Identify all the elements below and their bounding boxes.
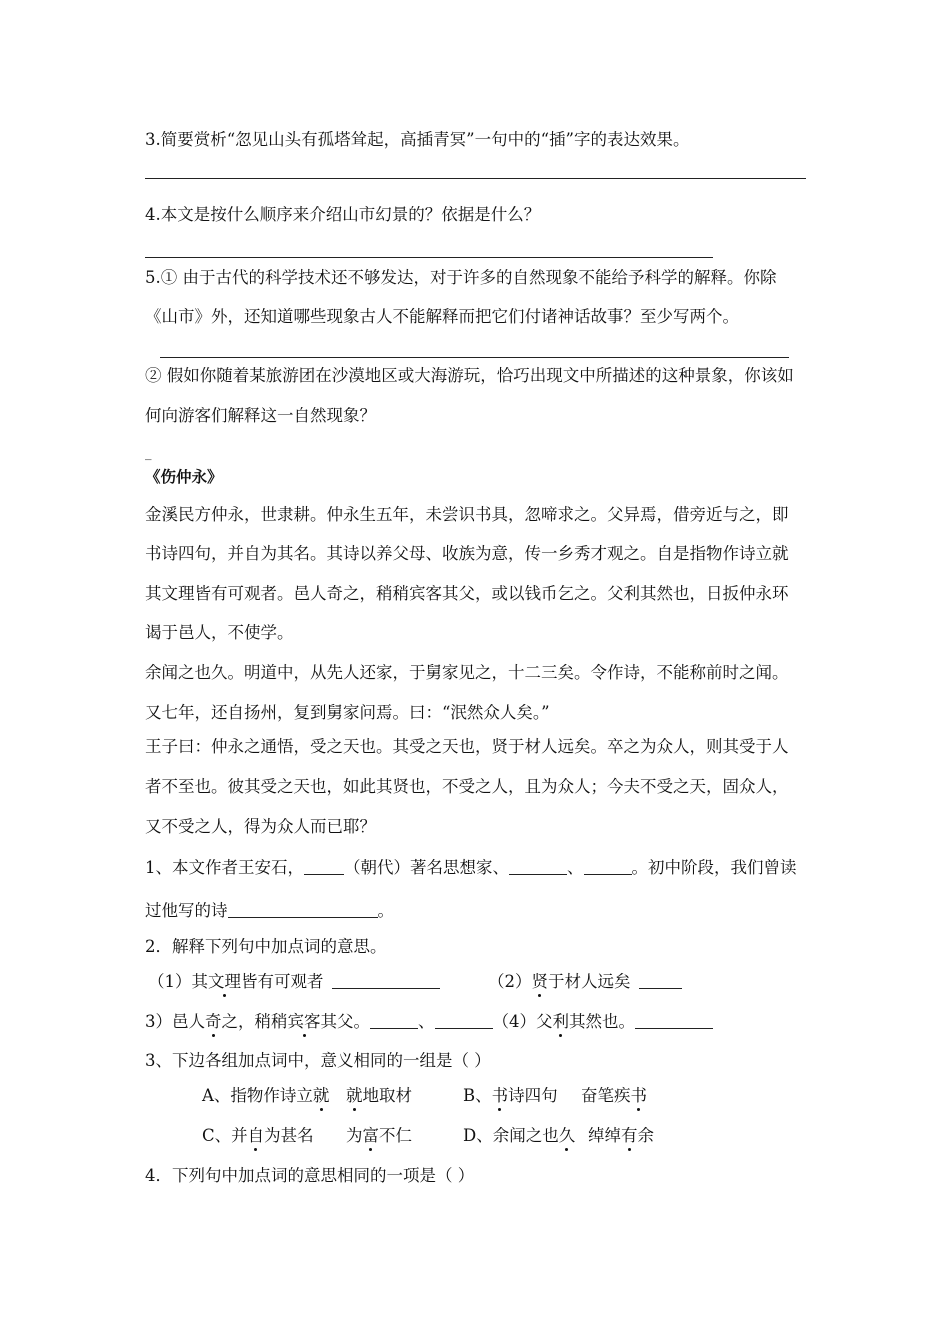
section-title: 《伤仲永》 bbox=[145, 468, 223, 486]
dotted-word: 奇 bbox=[205, 1012, 222, 1031]
answer-line-5-1 bbox=[160, 357, 789, 358]
option-a-1 bbox=[202, 1086, 329, 1106]
answer-blank[interactable] bbox=[370, 1012, 418, 1029]
option-text: D、余闻之也 bbox=[463, 1126, 559, 1145]
answer-line-3 bbox=[145, 178, 806, 179]
question-5-2-line-1: ② 假如你随着某旅游团在沙漠地区或大海游玩，恰巧出现文中所描述的这种景象，你该如 bbox=[145, 366, 794, 385]
dotted-word: 利 bbox=[552, 1012, 569, 1031]
passage-line: 余闻之也久。明道中，从先人还家，于舅家见之，十二三矣。令作诗，不能称前时之闻。 bbox=[145, 663, 789, 682]
item-text: 于材人远矣 bbox=[548, 972, 631, 991]
stray-underscore: _ bbox=[145, 446, 152, 461]
option-text: 诗四句 bbox=[508, 1086, 558, 1105]
option-text: 余 bbox=[637, 1126, 654, 1145]
dotted-word: 文理 bbox=[208, 972, 241, 991]
exercise-1-text: 。 bbox=[377, 901, 394, 920]
passage-line: 又不受之人，得为众人而已耶？ bbox=[145, 817, 376, 836]
dotted-word: 书 bbox=[630, 1086, 647, 1105]
dotted-word: 贤 bbox=[531, 972, 548, 991]
dotted-word: 自 bbox=[247, 1126, 265, 1145]
dotted-word: 就 bbox=[312, 1086, 330, 1105]
dotted-word: 久 bbox=[558, 1126, 576, 1145]
question-5-2-line-2: 何向游客们解释这一自然现象？ bbox=[145, 406, 376, 425]
exercise-1-text: （朝代）著名思想家、 bbox=[344, 858, 509, 877]
option-b-2 bbox=[581, 1086, 647, 1106]
item-text: （2） bbox=[488, 972, 532, 991]
option-b-1 bbox=[463, 1086, 558, 1106]
title-blank-1[interactable] bbox=[509, 858, 567, 875]
passage-line: 金溪民方仲永，世隶耕。仲永生五年，未尝识书具，忽啼求之。父异焉，借旁近与之，即 bbox=[145, 505, 789, 524]
passage-line: 其文理皆有可观者。邑人奇之，稍稍宾客其父，或以钱币乞之。父利其然也，日扳仲永环 bbox=[145, 584, 789, 603]
option-text: C、并 bbox=[202, 1126, 248, 1145]
dotted-word: 有 bbox=[621, 1126, 638, 1145]
item-text: （1）其 bbox=[148, 972, 208, 991]
exercise-4-title: 4．下列句中加点词的意思相同的一项是（ ） bbox=[145, 1166, 475, 1185]
option-text: 为 bbox=[346, 1126, 363, 1145]
option-d-1 bbox=[463, 1126, 575, 1146]
exercise-1-text: 、 bbox=[567, 858, 584, 877]
passage-line: 者不至也。彼其受之天也，如此其贤也，不受之人，且为众人；今夫不受之天，固众人， bbox=[145, 777, 789, 796]
item-text: 其父。 bbox=[320, 1012, 370, 1031]
option-c-1 bbox=[202, 1126, 314, 1146]
item-text: （4）父 bbox=[492, 1012, 553, 1031]
passage-line: 又七年，还自扬州，复到舅家问焉。曰：“泯然众人矣。” bbox=[145, 703, 550, 722]
exercise-1-line-1 bbox=[145, 858, 797, 878]
option-text: B、 bbox=[463, 1086, 492, 1105]
passage-line: 谒于邑人，不使学。 bbox=[145, 623, 294, 642]
exercise-2-item-3-4 bbox=[145, 1012, 713, 1032]
answer-blank[interactable] bbox=[639, 972, 682, 989]
question-5-1-line-1: 5.① 由于古代的科学技术还不够发达，对于许多的自然现象不能给予科学的解释。你除 bbox=[145, 268, 777, 287]
exercise-2-item-2 bbox=[488, 972, 682, 992]
answer-line-4 bbox=[145, 257, 713, 258]
poem-blank[interactable] bbox=[228, 901, 378, 918]
question-4: 4.本文是按什么顺序来介绍山市幻景的？依据是什么？ bbox=[145, 205, 541, 224]
item-text: 3）邑人 bbox=[145, 1012, 205, 1031]
exercise-3-title: 3、下边各组加点词中，意义相同的一组是（ ） bbox=[145, 1051, 491, 1070]
answer-blank[interactable] bbox=[435, 1012, 493, 1029]
exercise-1-line-2 bbox=[145, 901, 394, 921]
dotted-word: 富 bbox=[362, 1126, 379, 1145]
option-a-2 bbox=[346, 1086, 412, 1106]
dotted-word: 宾客 bbox=[287, 1012, 321, 1031]
dotted-word: 书 bbox=[491, 1086, 509, 1105]
title-blank-2[interactable] bbox=[584, 858, 632, 875]
exercise-2-title: 2．解释下列句中加点词的意思。 bbox=[145, 937, 387, 956]
option-text: 地取材 bbox=[362, 1086, 412, 1105]
exercise-1-text: 过他写的诗 bbox=[145, 901, 228, 920]
question-5-1-line-2: 《山市》外，还知道哪些现象古人不能解释而把它们付诸神话故事？至少写两个。 bbox=[145, 307, 739, 326]
option-c-2 bbox=[346, 1126, 412, 1146]
option-text: 绰绰 bbox=[588, 1126, 621, 1145]
exercise-1-text: 。初中阶段，我们曾读 bbox=[631, 858, 797, 877]
passage-line: 书诗四句，并自为其名。其诗以养父母、收族为意，传一乡秀才观之。自是指物作诗立就 bbox=[145, 544, 789, 563]
item-text: 之，稍稍 bbox=[221, 1012, 288, 1031]
exercise-2-item-1 bbox=[148, 972, 440, 992]
dotted-word: 就 bbox=[346, 1086, 363, 1105]
answer-blank[interactable] bbox=[635, 1012, 713, 1029]
option-text: 奋笔疾 bbox=[581, 1086, 631, 1105]
question-3: 3.简要赏析“忽见山头有孤塔耸起，高插青冥”一句中的“插”字的表达效果。 bbox=[145, 130, 690, 149]
item-text: 皆有可观者 bbox=[241, 972, 324, 991]
exercise-1-text: 1、本文作者王安石， bbox=[145, 858, 304, 877]
option-text: 为甚名 bbox=[264, 1126, 314, 1145]
answer-blank[interactable] bbox=[332, 972, 440, 989]
item-text: 、 bbox=[418, 1012, 435, 1031]
option-d-2 bbox=[588, 1126, 654, 1146]
option-text: 不仁 bbox=[379, 1126, 412, 1145]
item-text: 其然也。 bbox=[569, 1012, 635, 1031]
passage-line: 王子曰：仲永之通悟，受之天也。其受之天也，贤于材人远矣。卒之为众人，则其受于人 bbox=[145, 737, 789, 756]
option-text: A、指物作诗立 bbox=[202, 1086, 313, 1105]
dynasty-blank[interactable] bbox=[304, 858, 344, 875]
